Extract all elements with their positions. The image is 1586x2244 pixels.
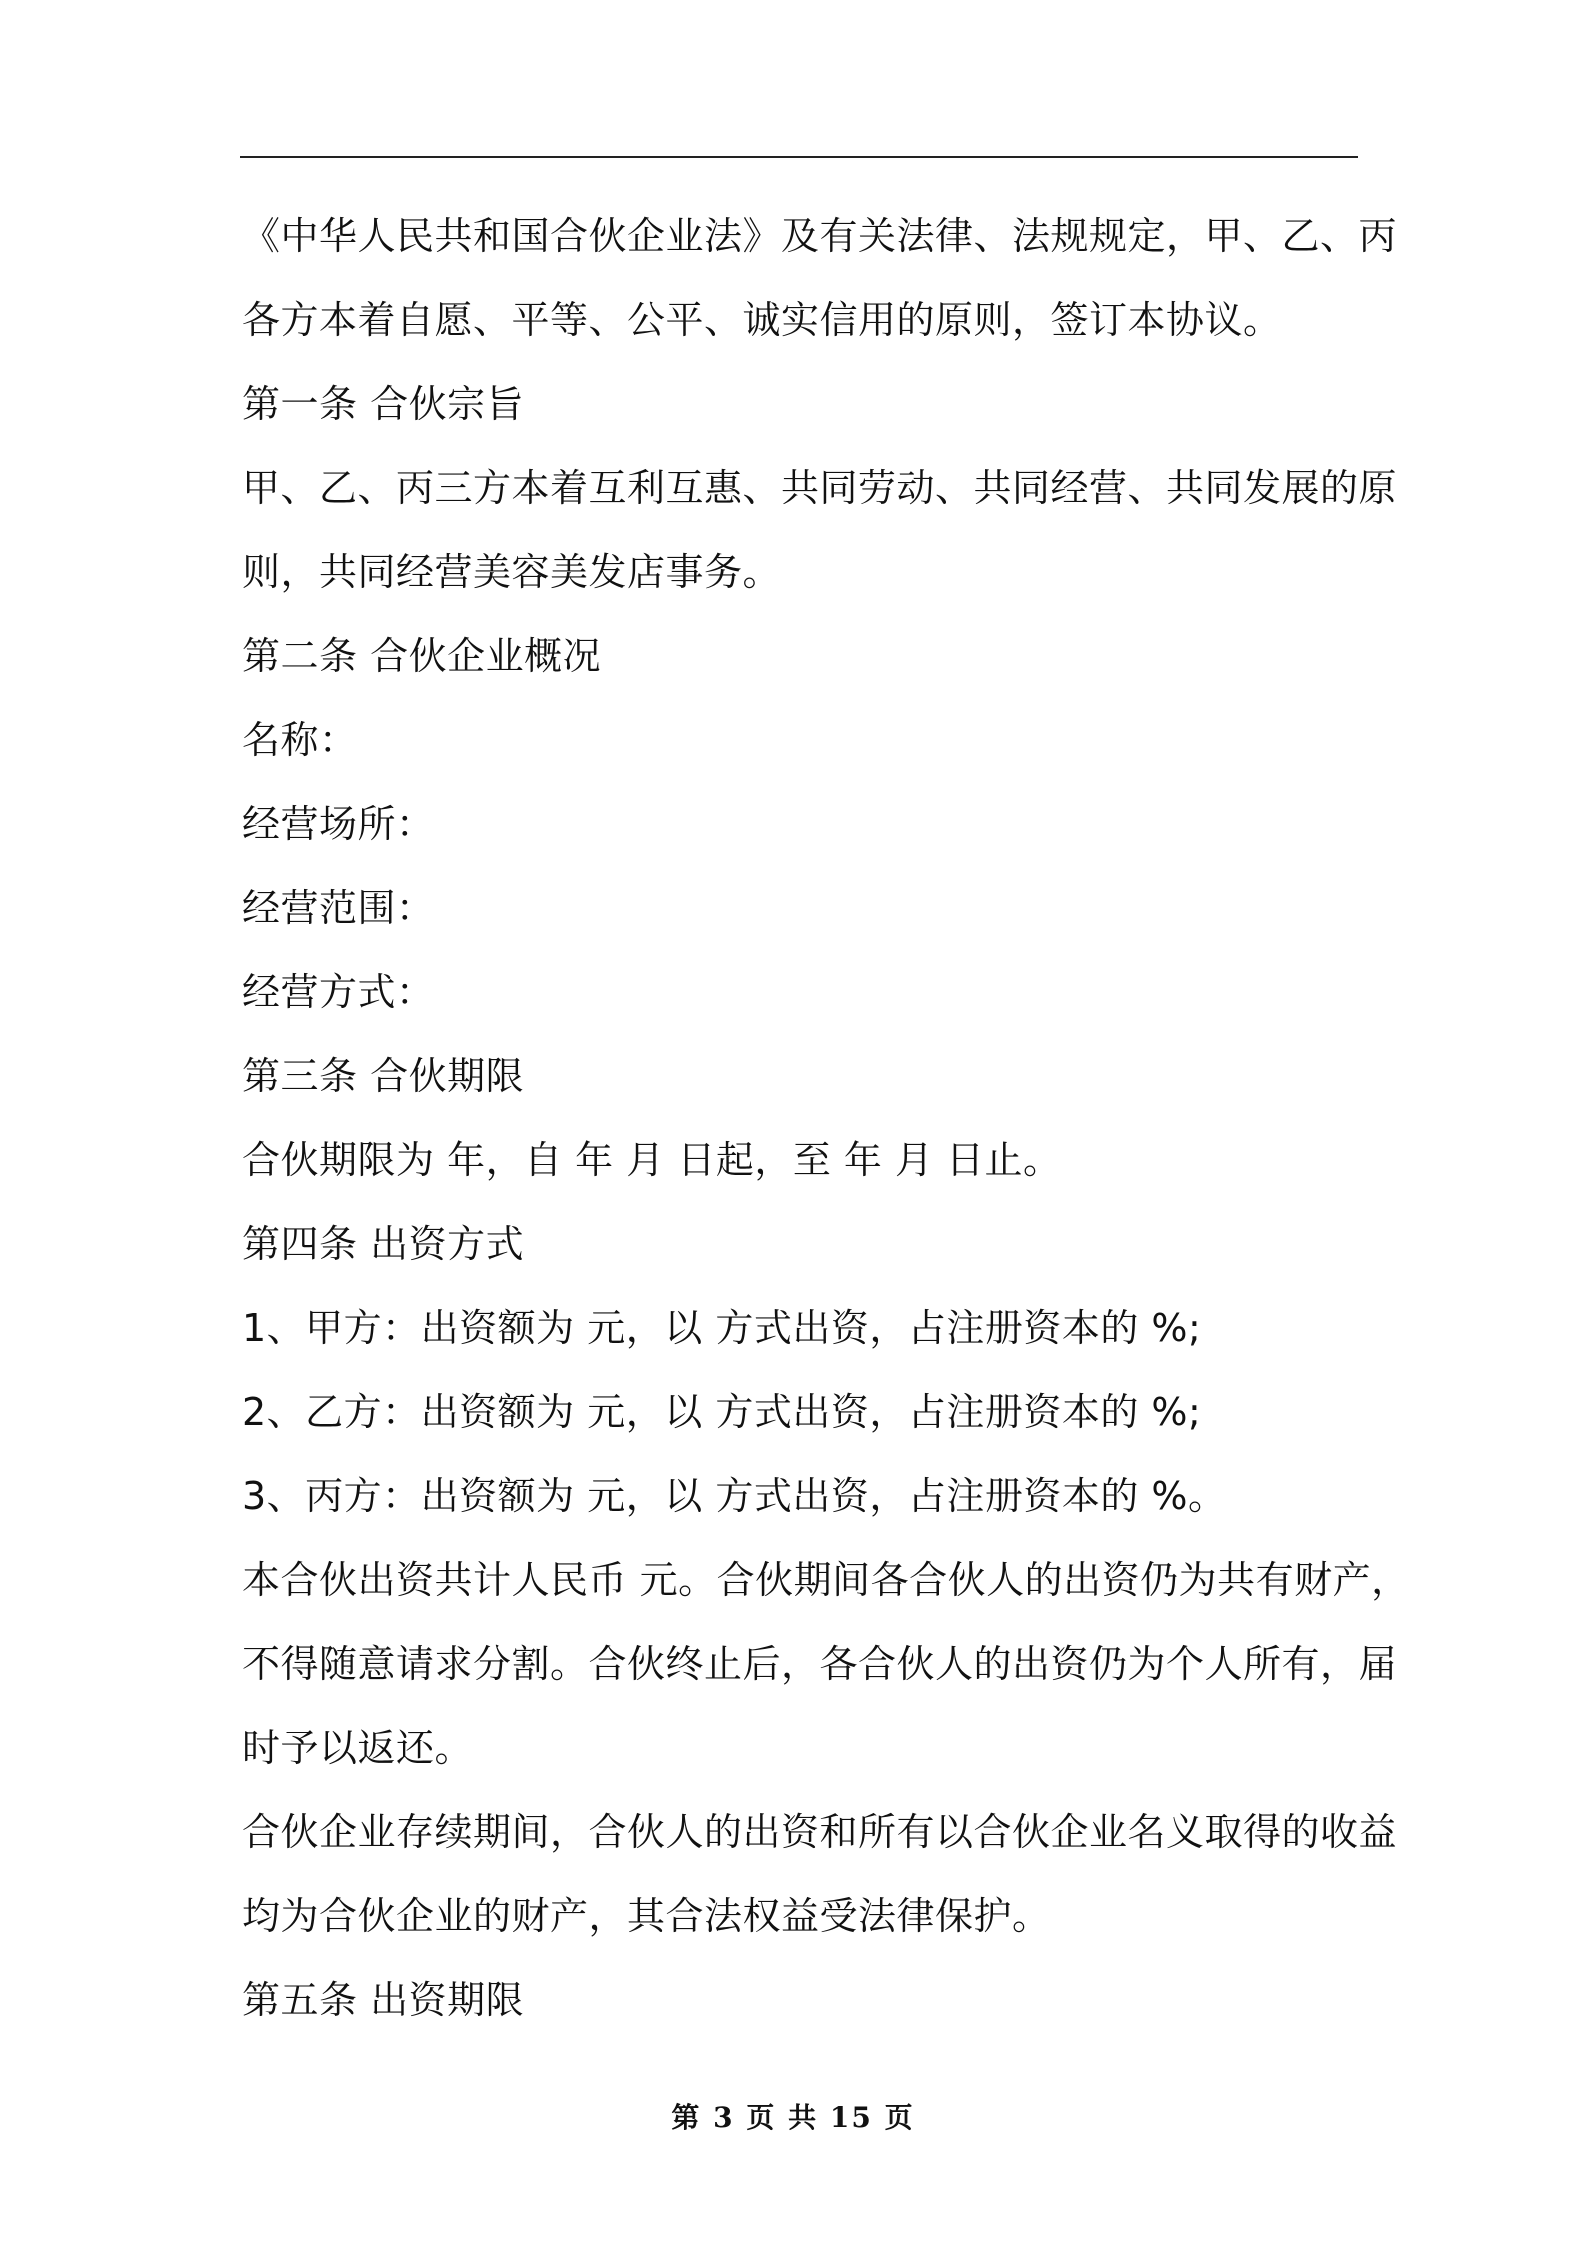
text-line: 则，共同经营美容美发店事务。 [242, 550, 782, 594]
form-field-label: 名称： [242, 718, 358, 762]
text-line: 均为合伙企业的财产，其合法权益受法律保护。 [242, 1894, 1051, 1938]
text-line: 本合伙出资共计人民币 元。合伙期间各合伙人的出资仍为共有财产， [242, 1558, 1410, 1602]
form-field-label: 经营范围： [242, 886, 435, 930]
article-heading: 第一条 合伙宗旨 [242, 382, 525, 426]
document-body [242, 194, 1410, 2042]
text-line: 时予以返还。 [242, 1726, 474, 1770]
text-line: 《中华人民共和国合伙企业法》及有关法律、法规规定，甲、乙、丙 [242, 214, 1398, 258]
form-field-label: 经营方式： [242, 970, 435, 1014]
text-line: 不得随意请求分割。合伙终止后，各合伙人的出资仍为个人所有，届 [242, 1642, 1398, 1686]
text-line: 合伙企业存续期间，合伙人的出资和所有以合伙企业名义取得的收益 [242, 1810, 1398, 1854]
text-line: 甲、乙、丙三方本着互利互惠、共同劳动、共同经营、共同发展的原 [242, 466, 1398, 510]
list-item: 3、丙方：出资额为 元，以 方式出资，占注册资本的 %。 [242, 1474, 1227, 1518]
article-heading: 第四条 出资方式 [242, 1222, 525, 1266]
page-number-footer: 第 3 页 共 15 页 [671, 2101, 915, 2134]
text-line: 各方本着自愿、平等、公平、诚实信用的原则，签订本协议。 [242, 298, 1282, 342]
text-line: 合伙期限为 年，自 年 月 日起，至 年 月 日止。 [242, 1138, 1062, 1182]
list-item: 1、甲方：出资额为 元，以 方式出资，占注册资本的 %; [242, 1306, 1202, 1350]
header-divider [240, 156, 1358, 158]
article-heading: 第二条 合伙企业概况 [242, 634, 602, 678]
list-item: 2、乙方：出资额为 元，以 方式出资，占注册资本的 %; [242, 1390, 1202, 1434]
form-field-label: 经营场所： [242, 802, 435, 846]
article-heading: 第三条 合伙期限 [242, 1054, 525, 1098]
article-heading: 第五条 出资期限 [242, 1978, 525, 2022]
